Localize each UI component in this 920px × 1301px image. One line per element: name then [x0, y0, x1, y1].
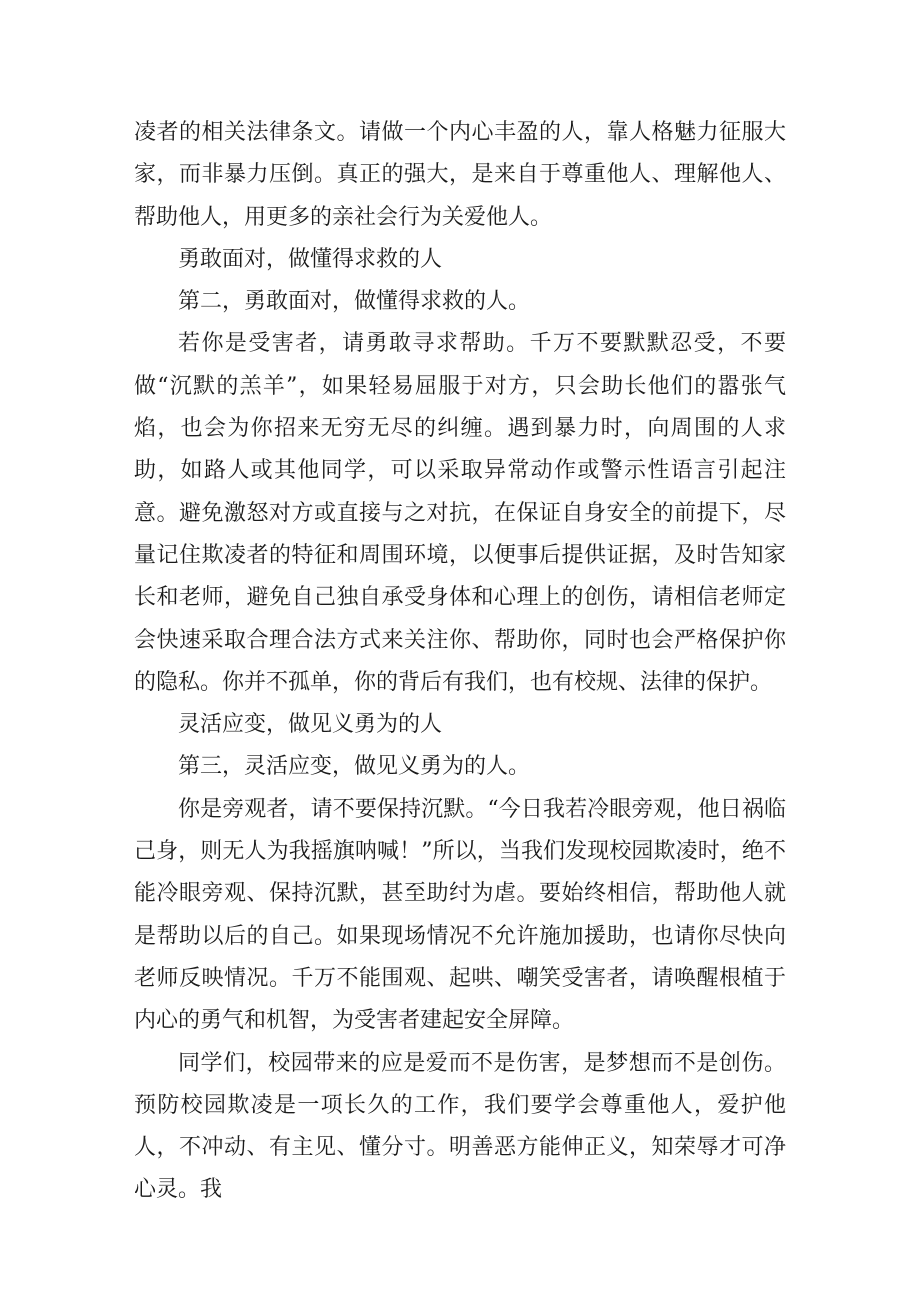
section-title-two: 第二，勇敢面对，做懂得求救的人。	[178, 289, 531, 315]
paragraph-bystander-advice: 你是旁观者，请不要保持沉默。“今日我若冷眼旁观，他日祸临己身，则无人为我摇旗呐喊！”所以，当我们发现校园欺凌时，绝不能冷眼旁观、保持沉默，甚至助纣为虐。要始终相信，帮助他人就是帮助以后的自己。如果现场情况不允许施加援助，也请你尽快向老师反映情况。千万不能围观、起哄、嘲笑受害者，请唤醒根植于内心的勇气和机智，为受害者建起安全屏障。	[134, 796, 786, 1034]
paragraph-continuation: 凌者的相关法律条文。请做一个内心丰盈的人，靠人格魅力征服大家，而非暴力压倒。真正的强大，是来自于尊重他人、理解他人、帮助他人，用更多的亲社会行为关爱他人。	[134, 120, 786, 230]
section-title-three: 第三，灵活应变，做见义勇为的人。	[178, 754, 531, 780]
section-heading-two: 勇敢面对，做懂得求救的人	[178, 246, 443, 272]
paragraph-victim-advice: 若你是受害者，请勇敢寻求帮助。千万不要默默忍受，不要做“沉默的羔羊”，如果轻易屈服于对方，只会助长他们的嚣张气焰，也会为你招来无穷无尽的纠缠。遇到暴力时，向周围的人求助，如路人或其他同学，可以采取异常动作或警示性语言引起注意。避免激怒对方或直接与之对抗，在保证自身安全的前提下，尽量记住欺凌者的特征和周围环境，以便事后提供证据，及时告知家长和老师，避免自己独自承受身体和心理上的创伤，请相信老师定会快速采取合理合法方式来关注你、帮助你，同时也会严格保护你的隐私。你并不孤单，你的背后有我们，也有校规、法律的保护。	[134, 331, 786, 695]
paragraph-conclusion: 同学们，校园带来的应是爱而不是伤害，是梦想而不是创伤。预防校园欺凌是一项长久的工作，我们要学会尊重他人，爱护他人，不冲动、有主见、懂分寸。明善恶方能伸正义，知荣辱才可净心灵。我	[134, 1050, 786, 1203]
section-heading-three: 灵活应变，做见义勇为的人	[178, 712, 443, 738]
document-body	[134, 112, 786, 1212]
